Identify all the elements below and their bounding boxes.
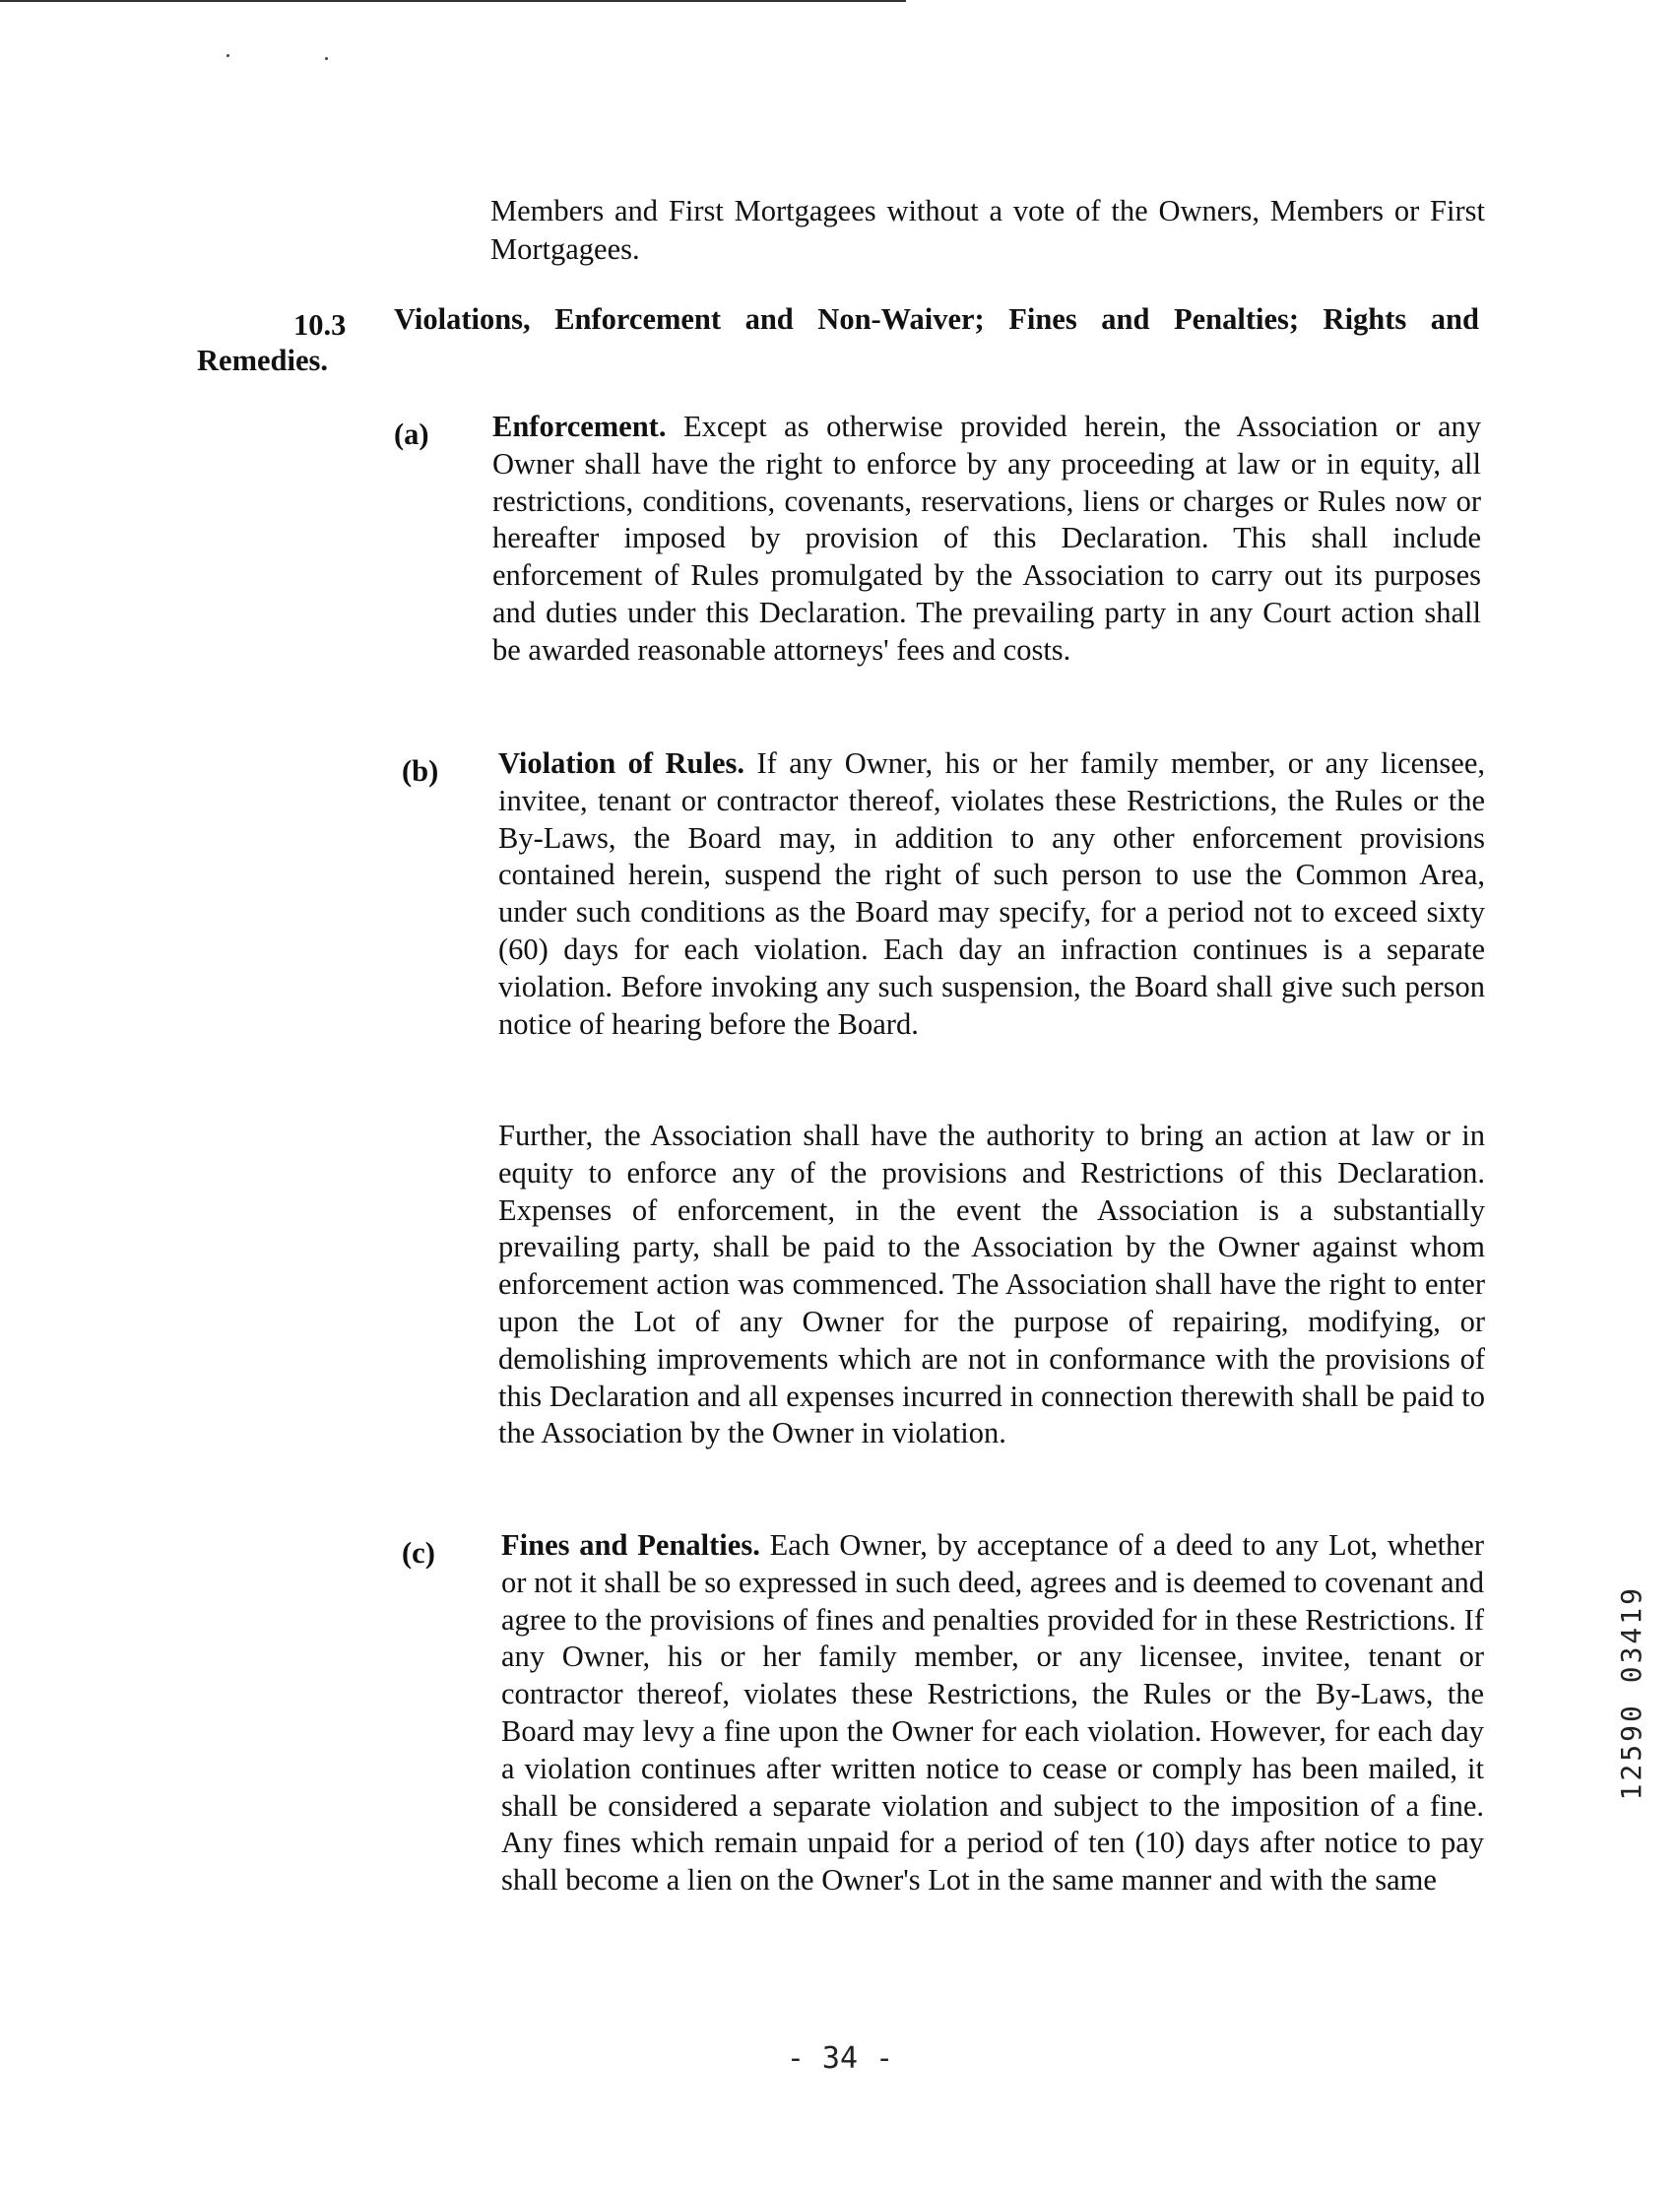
item-b-body — [498, 745, 1485, 1043]
item-b-text: If any Owner, his or her family member, or any licensee, invitee, tenant or contractor thereof, violates these Restrictions, the Rules or the By-Laws, the Board may, in addition to any other enforcement provisions contained herein, suspend the right of such person to use the Common Area, under such conditions as the Board may specify, for a period not to exceed sixty (60) days for each violation. Each day an infraction continues is a separate violation. Before invoking any such suspension, the Board shall give such person notice of hearing before the Board. — [498, 746, 1486, 1041]
scan-speck — [226, 54, 229, 57]
item-c-marker: (c) — [402, 1536, 435, 1570]
section-title-continuation: Remedies. — [197, 344, 328, 377]
page-number: - 34 - — [786, 2041, 894, 2076]
item-b-heading: Violation of Rules. — [498, 746, 745, 780]
scan-speck — [325, 57, 328, 60]
item-a-heading: Enforcement. — [492, 410, 667, 443]
item-c-text: Each Owner, by acceptance of a deed to any Lot, whether or not it shall be so expressed in such deed, agrees and is deemed to covenant and agree to the provisions of fines and penalties provided for in these Restrictions. If any Owner, his or her family member, or any licensee, invitee, tenant or contractor thereof, violates these Restrictions, the Rules or the By-Laws, the Board may levy a fine upon the Owner for each violation. However, for each day a violation continues after written notice to cease or comply has been mailed, it shall be considered a separate violation and subject to the imposition of a fine. Any fines which remain unpaid for a period of ten (10) days after notice to pay shall become a lien on the Owner's Lot in the same manner and with the same — [501, 1528, 1484, 1898]
intro-paragraph: Members and First Mortgagees without a vote of the Owners, Members or First Mortgagees. — [490, 194, 1485, 266]
section-title: Violations, Enforcement and Non-Waiver; Fines and Penalties; Rights and — [394, 302, 1479, 336]
recording-number-stamp: 12590 03419 — [1615, 1585, 1648, 1801]
item-a-text: Except as otherwise provided herein, the Association or any Owner shall have the right to enforce by any proceeding at law or in equity, all restrictions, conditions, covenants, reservations, liens or charges or Rules now or hereafter imposed by provision of this Declaration. This shall include enforcement of Rules promulgated by the Association to carry out its purposes and duties under this Declaration. The prevailing party in any Court action shall be awarded reasonable attorneys' fees and costs. — [492, 410, 1481, 667]
item-a-marker: (a) — [394, 418, 429, 451]
item-c-heading: Fines and Penalties. — [501, 1528, 760, 1562]
item-b-continuation: Further, the Association shall have the authority to bring an action at law or in equity to enforce any of the provisions and Restrictions of this Declaration. Expenses of enforcement, in the event the Association is a substantially prevailing party, shall be paid to the Association by the Owner against whom enforcement action was commenced. The Association shall have the right to enter upon the Lot of any Owner for the purpose of repairing, modifying, or demolishing improvements which are not in conformance with the provisions of this Declaration and all expenses incurred in connection therewith shall be paid to the Association by the Owner in violation. — [498, 1119, 1485, 1450]
item-c-body — [501, 1527, 1484, 1899]
item-b-marker: (b) — [402, 754, 439, 788]
item-a-body — [492, 409, 1481, 670]
section-number: 10.3 — [293, 308, 347, 342]
scan-top-edge — [0, 0, 906, 2]
